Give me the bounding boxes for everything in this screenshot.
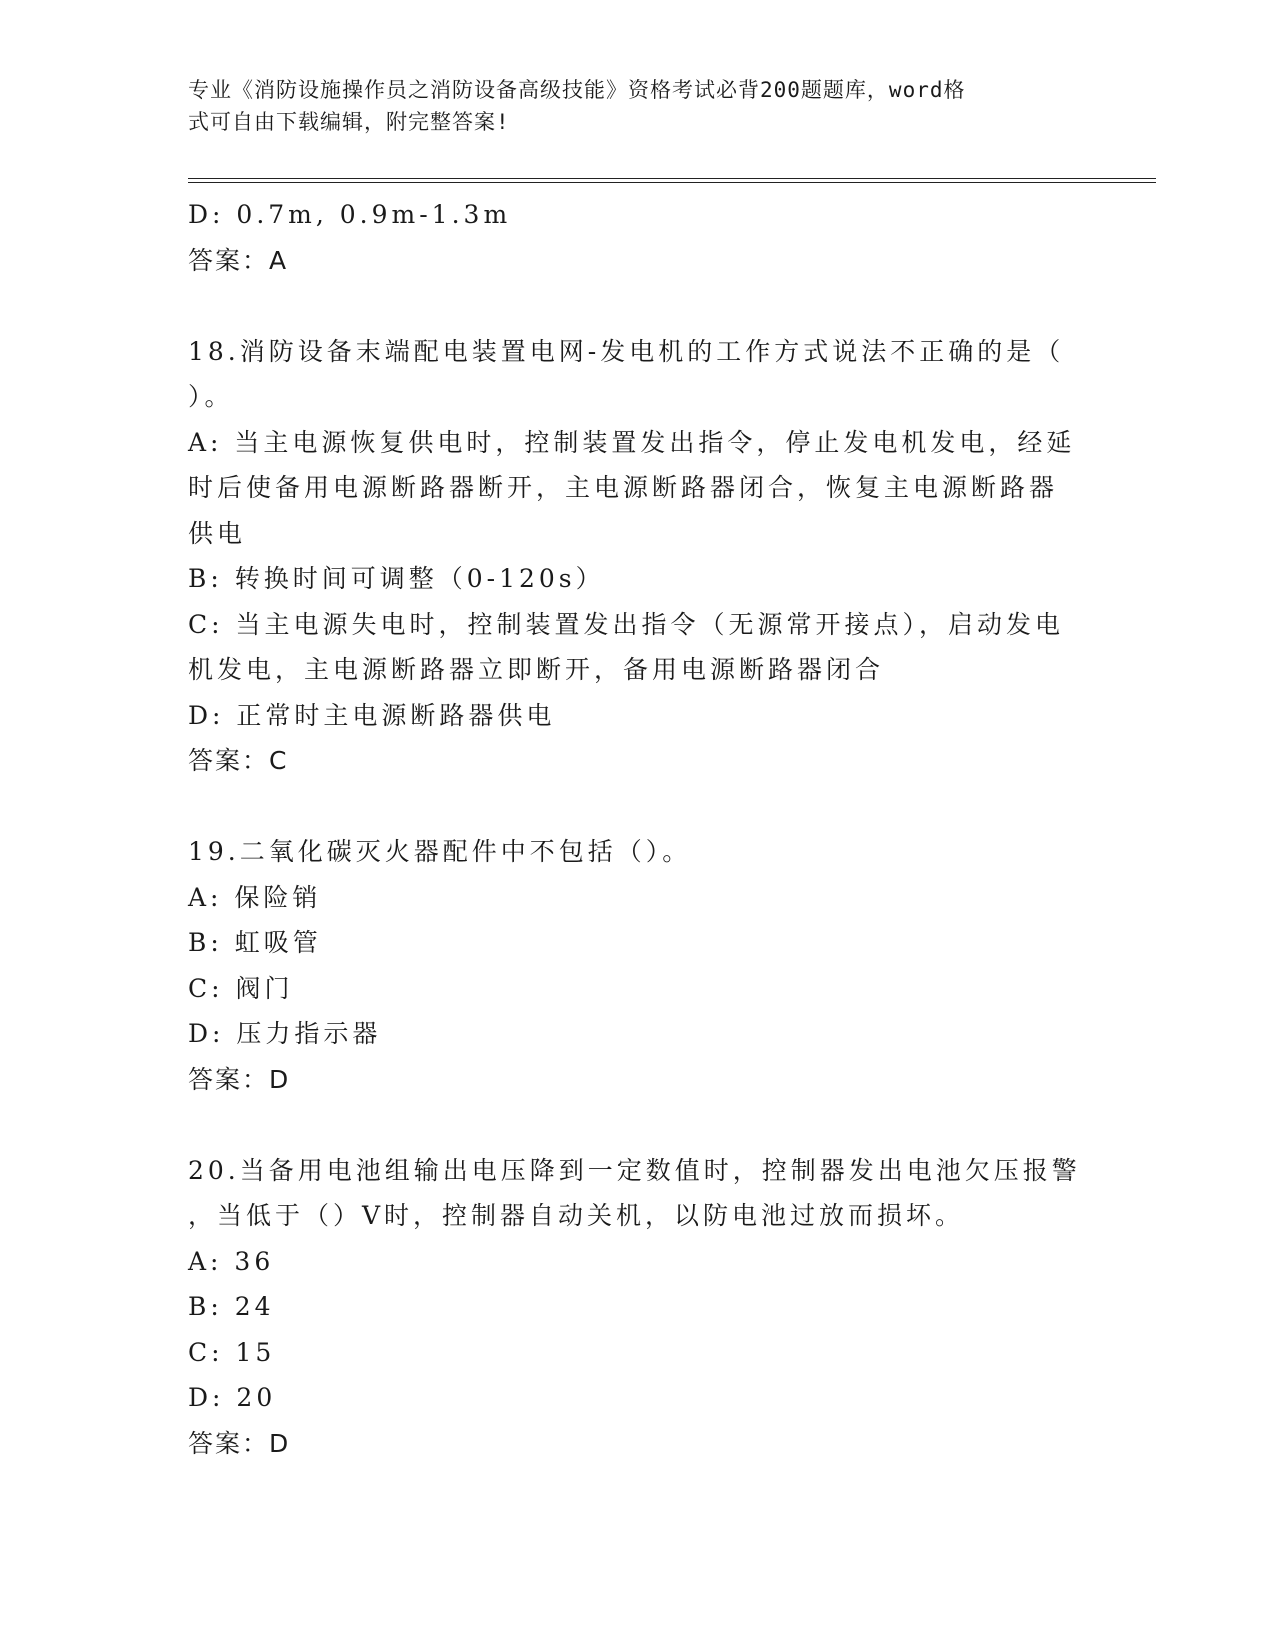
option-c: C: 当主电源失电时，控制装置发出指令（无源常开接点），启动发电 [188, 609, 1065, 639]
header-line-1: 专业《消防设施操作员之消防设备高级技能》资格考试必背200题题库，word格 [188, 78, 966, 102]
question-stem: 20.当备用电池组输出电压降到一定数值时，控制器发出电池欠压报警 [188, 1155, 1081, 1185]
question-18 [188, 329, 1088, 784]
question-17 [188, 192, 1088, 283]
question-stem: 19.二氧化碳灭火器配件中不包括（）。 [188, 837, 692, 866]
header-divider [188, 178, 1156, 183]
question-stem: ）。 [188, 382, 234, 411]
option-a: A: 保险销 [188, 882, 322, 912]
answer-label: 答案：D [188, 1064, 291, 1094]
option-d: D: 正常时主电源断路器供电 [188, 700, 556, 730]
answer-label: 答案：C [188, 746, 289, 775]
question-stem: 18.消防设备末端配电装置电网-发电机的工作方式说法不正确的是（ [188, 336, 1065, 366]
option-d: D: 压力指示器 [188, 1019, 382, 1048]
option-b: B: 转换时间可调整（0-120s） [188, 564, 605, 593]
question-stem: ，当低于（）V时，控制器自动关机，以防电池过放而损坏。 [188, 1201, 965, 1230]
spacer [188, 784, 1088, 830]
question-20 [188, 1148, 1088, 1467]
option-a: A: 36 [188, 1246, 275, 1276]
spacer [188, 1102, 1088, 1148]
option-c: C: 阀门 [188, 973, 294, 1003]
answer-label: 答案：A [188, 245, 289, 275]
header-line-2: 式可自由下载编辑，附完整答案! [188, 110, 510, 134]
option-a: 供电 [188, 518, 247, 548]
question-list [188, 192, 1088, 1466]
spacer [188, 283, 1088, 329]
answer-label: 答案：D [188, 1428, 291, 1458]
question-19 [188, 829, 1088, 1102]
option-a: 时后使备用电源断路器断开，主电源断路器闭合，恢复主电源断路器 [188, 473, 1059, 502]
option-a: A: 当主电源恢复供电时，控制装置发出指令，停止发电机发电，经延 [188, 427, 1076, 457]
option-d: D: 20 [188, 1383, 277, 1412]
option-c: 机发电，主电源断路器立即断开，备用电源断路器闭合 [188, 655, 885, 684]
option-c: C: 15 [188, 1337, 276, 1367]
option-b: B: 虹吸管 [188, 928, 322, 957]
page-header [188, 74, 1068, 138]
option-b: B: 24 [188, 1292, 275, 1321]
option-d: D: 0.7m, 0.9m-1.3m [188, 200, 512, 229]
